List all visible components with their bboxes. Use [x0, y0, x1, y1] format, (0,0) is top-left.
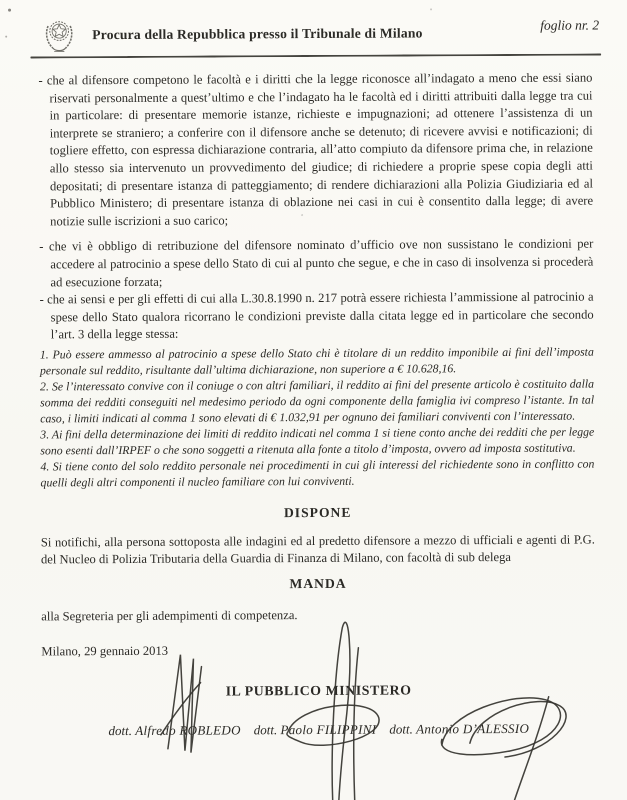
paragraph-defender-rights: - che al difensore competono le facoltà e i diritti che la legge riconosce all’indagato a meno che essi siano riservati personalmente a quest’ultimo e che l’indagato ha le facoltà ed i diritti attribuiti dalla legge tra cui in particolare: di presentare memorie istanze, richieste e impugnazioni; ad ottenere l’assistenza di un interprete se straniero; a conferire con il difensore anche se detenuto; di ricevere avvisi e notificazioni; di togliere effetto, con espressa dichiarazione contraria, all’atto compiuto da difensore prima che, in relazione allo stesso sia intervenuto un provvedimento del giudice; di richiedere a proprie spese copia degli atti depositati; di presentare istanza di patteggiamento; di rendere dichiarazioni alla Polizia Giudiziaria ed al Pubblico Ministero; di presentare istanza di oblazione nei casi in cui è consentito dalla legge; di avere notizie sulle iscrizioni a suo carico;	[38, 70, 594, 229]
handwritten-signatures	[41, 611, 596, 800]
folio-number: foglio nr. 2	[540, 17, 600, 33]
letterhead	[0, 0, 627, 60]
dispone-heading: DISPONE	[283, 504, 352, 521]
signers-line	[42, 720, 596, 740]
signer-dalessio	[389, 720, 529, 738]
signer-robledo	[108, 721, 240, 739]
manda-heading: MANDA	[289, 575, 347, 591]
signer-name: Paolo FILIPPINI	[280, 721, 377, 738]
law-point-4: 4. Si tiene conto del solo reddito personale nei procedimenti in cui gli interessi del richiedente sono in conflitto con quelli degli altri componenti il nucleo familiare con lui conviventi.	[40, 456, 595, 490]
paragraph-segreteria: alla Segreteria per gli adempimenti di competenza.	[41, 608, 298, 624]
paragraph-notification: Si notifichi, alla persona sottoposta alle indagini ed al predetto difensore a mezzo di ufficiali e agenti di P.G. del Nucleo di Polizia Tributaria della Guardia di Finanza di Milano, con facoltà di sub delega	[40, 532, 595, 567]
law-point-3: 3. Ai fini della determinazione dei limiti di reddito indicati nel comma 1 si tiene conto anche dei redditi che per legge sono esenti dall’IRPEF o che sono soggetti a ritenuta alla fonte a titolo d’imposta, ovvero ad imposta sostitutiva.	[40, 424, 595, 458]
signature-block	[42, 681, 597, 800]
signer-title: dott.	[253, 722, 278, 738]
office-title: Procura della Repubblica presso il Tribunale di Milano	[92, 25, 423, 43]
signer-name: Alfredo ROBLEDO	[135, 722, 241, 739]
paragraph-retribution-duty: - che vi è obbligo di retribuzione del difensore nominato d’ufficio ove non sussistano le condizioni per accedere al patrocinio a spese dello Stato di cui al punto che segue, e che in caso di insolvenza si procederà ad esecuzione forzata;	[39, 236, 594, 289]
pm-heading: IL PUBBLICO MINISTERO	[225, 682, 412, 699]
paragraph-legal-aid: - che ai sensi e per gli effetti di cui alla L.30.8.1990 n. 217 potrà essere richiesta l’ammissione al patrocinio a spese dello Stato qualora ricorrano le condizioni previste dalla citata legge ed in particolare che secondo l’art. 3 della legge stessa:	[39, 289, 594, 342]
law-citation-block	[40, 343, 595, 490]
signer-name: Antonio D’ALESSIO	[416, 720, 530, 737]
dateline: Milano, 29 gennaio 2013	[41, 643, 169, 659]
signer-filippini	[254, 721, 377, 739]
signer-title: dott.	[389, 721, 413, 737]
law-point-2: 2. Se l’interessato convive con il coniuge o con altri familiari, il reddito ai fini del presente articolo è costituito dalla somma dei redditi conseguiti nel medesimo periodo da ogni componente della famiglia ivi compreso l’istante. In tal caso, i limiti indicati al comma 1 sono elevati di € 1.032,91 per ognuno dei familiari conviventi con l’interessato.	[39, 376, 595, 426]
law-point-1: 1. Può essere ammesso al patrocinio a spese dello Stato chi è titolare di un reddito imponibile ai fini dell’imposta personale sul reddito, risultante dall’ultima dichiarazione, non superiore a € 10.628,16.	[39, 344, 594, 378]
document-body	[0, 56, 627, 800]
signer-title: dott.	[108, 723, 133, 739]
scan-speck	[301, 214, 303, 216]
italian-republic-emblem-icon	[42, 14, 76, 56]
